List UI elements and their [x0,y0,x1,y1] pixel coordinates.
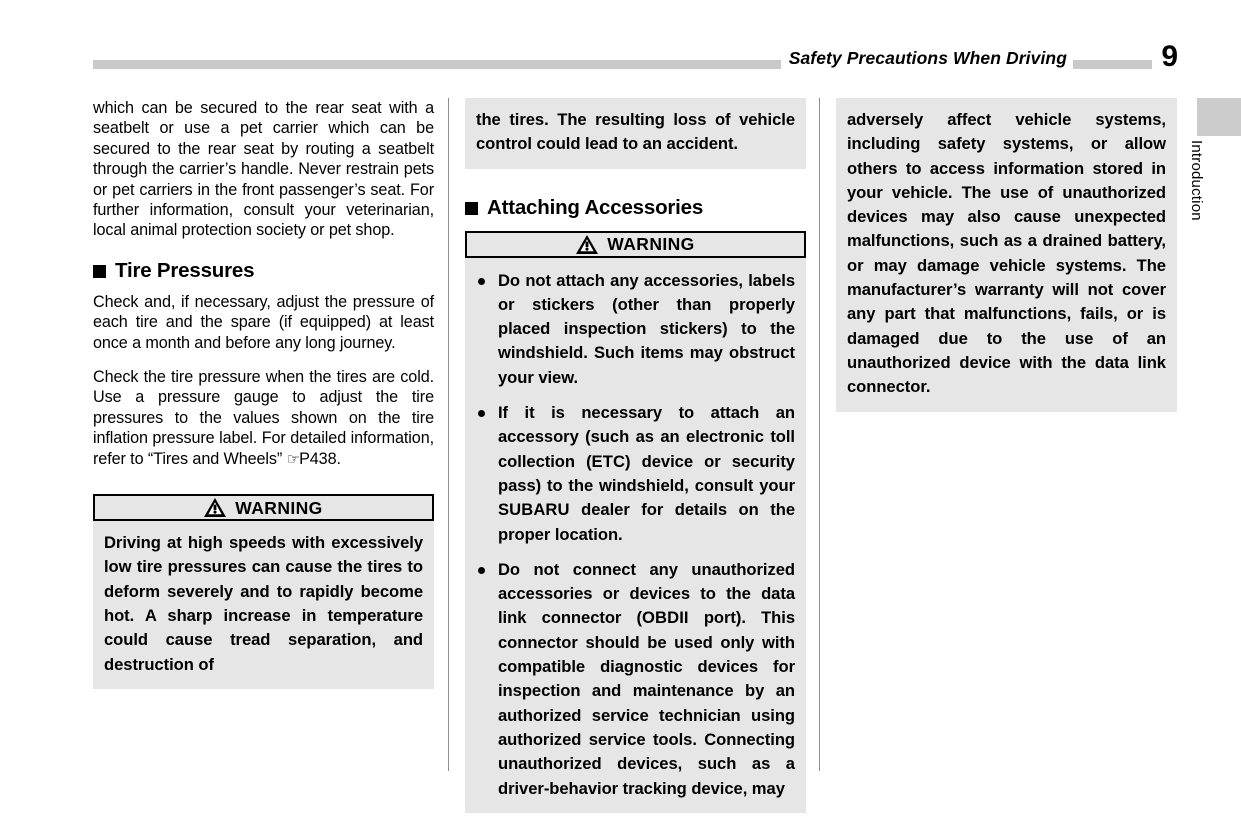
section-tab-label: Introduction [1188,140,1205,221]
column-one [93,98,434,689]
list-item [465,269,795,390]
warning-text: Driving at high speeds with excessively low tire pressures can cause the tires to deform severely and to rapidly become hot. A sharp increase in temperature could cause tread separation, and destruction of [104,533,423,674]
tire-pressure-paragraph-2-text: Check the tire pressure when the tires are cold. Use a pressure gauge to adjust the tire pressures to the values shown on the tire inflation pressure label. For detailed information, refer to “Tires and Wheels” [93,368,434,468]
bullet-dot-icon [478,410,485,417]
warning-header-tire [93,494,434,521]
bullet-dot-icon [478,567,485,574]
tire-pressure-paragraph-1: Check and, if necessary, adjust the pressure of each tire and the spare (if equipped) at least once a month and before any long journey. [93,292,434,352]
warning-continuation-text: the tires. The resulting loss of vehicle control could lead to an accident. [476,110,795,154]
page-title: Safety Precautions When Driving [781,44,1073,72]
warning-triangle-icon [576,235,598,254]
warning-bullet-list [465,269,795,801]
square-bullet-icon [465,202,478,215]
column-divider-1 [448,98,449,771]
column-three [836,98,1177,412]
warning-continuation-box-2 [836,98,1177,412]
list-item [465,401,795,547]
bullet-text-part2: port). This connector should be used only with compatible diagnostic devices for inspection and maintenance by an authorized service technician using authorized service tools. Connecting unauthorized devices, such as a driver-behavior tracking device, may [498,608,796,798]
bullet-emphasis-1: OBDII [642,608,689,628]
square-bullet-icon [93,265,106,278]
section-tab-block [1197,98,1241,136]
warning-triangle-icon [204,498,226,517]
column-divider-2 [819,98,820,771]
section-heading-attaching-accessories [465,196,806,220]
bullet-emphasis-2: SUBARU [498,500,570,520]
warning-body-tire [93,521,434,689]
tire-pressure-paragraph-2 [93,367,434,470]
warning-label: WARNING [607,234,695,255]
list-item [465,558,795,801]
bullet-text-part1: Do not connect any unauthorized accessories or devices to the data link connector ( [498,559,795,628]
warning-header-accessories [465,231,806,258]
bullet-text-part1: Do not attach any accessories, labels or stickers (other than properly placed inspection stickers) to the windshield. Such items may obstruct your view. [498,270,795,387]
pointing-hand-icon: ☞ [286,450,300,468]
bullet-text-part1: If it is necessary to attach an accessory (such as an electronic toll collection ( [498,403,795,471]
warning-body-accessories [465,258,806,813]
bullet-text-part3: dealer for details on the proper location. [498,500,795,544]
section-heading-label: Tire Pressures [115,258,255,282]
bullet-text-part2: ) device or security pass) to the windshield, consult your [498,451,795,495]
warning-label: WARNING [235,497,323,518]
page-number: 9 [1152,36,1178,78]
warning-continuation-box [465,98,806,169]
warning-continuation-text-2: adversely affect vehicle systems, including safety systems, or allow others to access information stored in your vehicle. The use of unauthorized devices may also cause unexpected malfunctions, such as a drained battery, or may damage vehicle systems. The manufacturer’s warranty will not cover any part that malfunctions, fails, or is damaged due to the use of an unauthorized device with the data link connector. [847,110,1166,397]
bullet-dot-icon [478,278,485,285]
section-heading-label: Attaching Accessories [487,195,704,219]
intro-paragraph: which can be secured to the rear seat with a seatbelt or use a pet carrier which can be secured to the rear seat by routing a seatbelt through the carrier’s handle. Never restrain pets or pet carriers in the front passenger’s seat. For further information, consult your veterinarian, local animal protection society or pet shop. [93,99,434,240]
page-header [93,40,1178,76]
page-reference: P438. [299,449,341,468]
column-two [465,98,806,813]
section-heading-tire-pressures [93,259,434,283]
bullet-emphasis-1: ETC [591,451,626,471]
